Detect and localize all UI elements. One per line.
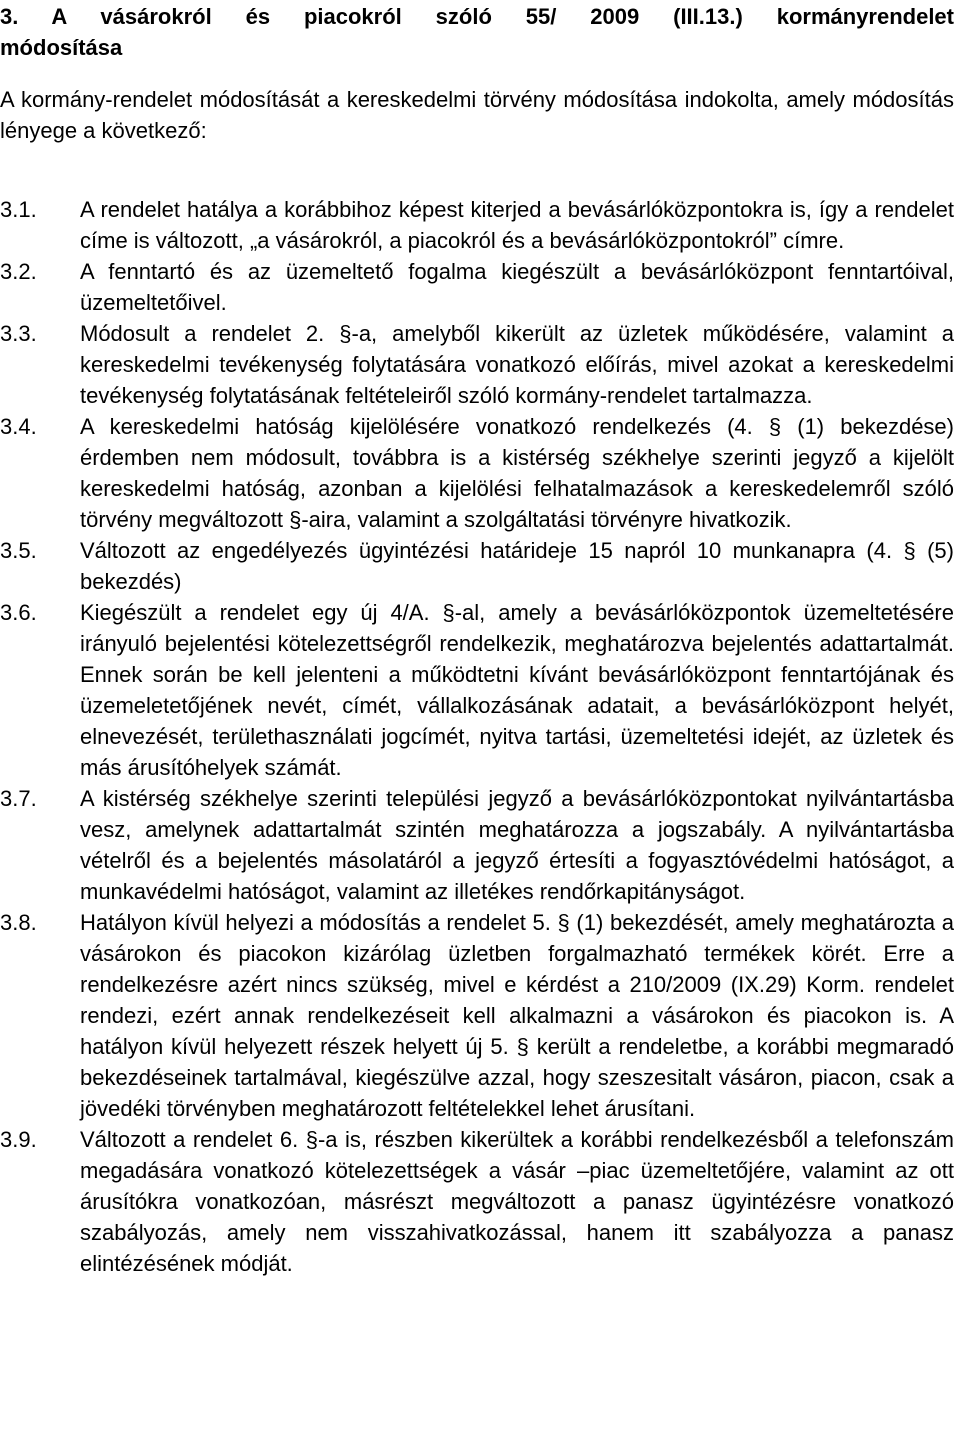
section-title [0,0,954,63]
list-item-number: 3.2. [0,259,37,284]
list-item [0,597,954,783]
list-item-number: 3.7. [0,786,37,811]
list-item-text: A kereskedelmi hatóság kijelölésére vonatkozó rendelkezés (4. § (1) bekezdése) érdemben nem módosult, továbbra is a kistérség székhelye szerinti jegyző a kijelölt kereskedelmi hatóság, azonban a kijelölési felhatalmazások a kereskedelemről szóló törvény megváltozott §-aira, valamint a szolgáltatási törvényre hivatkozik. [80,414,954,532]
section-title-line-1: 3. A vásárokról és piacokról szóló 55/ 2009 (III.13.) kormányrendelet [0,4,954,29]
list-item-text: A fenntartó és az üzemeltető fogalma kiegészült a bevásárlóközpont fenntartóival, üzemeltetőivel. [80,259,954,315]
list-item [0,907,954,1124]
list-item [0,535,954,597]
list-item-number: 3.3. [0,321,37,346]
amendment-list [0,194,954,1279]
list-item [0,783,954,907]
list-item-number: 3.4. [0,414,37,439]
list-item-number: 3.9. [0,1127,37,1152]
list-item [0,256,954,318]
list-item-number: 3.6. [0,600,37,625]
list-item [0,194,954,256]
list-item-number: 3.8. [0,910,37,935]
list-item-text: A rendelet hatálya a korábbihoz képest kiterjed a bevásárlóközpontokra is, így a rendelet címe is változott, „a vásárokról, a piacokról és a bevásárlóközpontokról” címre. [80,197,954,253]
list-item-text: Hatályon kívül helyezi a módosítás a rendelet 5. § (1) bekezdését, amely meghatározta a vásárokon és piacokon kizárólag üzletben forgalmazható termékek körét. Erre a rendelkezésre azért nincs szükség, mivel e kérdést a 210/2009 (IX.29) Korm. rendelet rendezi, ezért annak rendelkezéseit kell alkalmazni a vásárokon és piacokon is. A hatályon kívül helyezett részek helyett új 5. § került a rendeletbe, a korábbi megmaradó bekezdéseinek tartalmával, kiegészülve azzal, hogy szeszesitalt vásáron, piacon, csak a jövedéki törvényben meghatározott feltételekkel lehet árusítani. [80,910,954,1121]
list-item-number: 3.5. [0,538,37,563]
list-item [0,411,954,535]
section-title-line-2: módosítása [0,35,123,60]
list-item [0,318,954,411]
list-item-text: Változott az engedélyezés ügyintézési határideje 15 napról 10 munkanapra (4. § (5) bekezdés) [80,538,954,594]
list-item-number: 3.1. [0,197,37,222]
list-item-text: Kiegészült a rendelet egy új 4/A. §-al, amely a bevásárlóközpontok üzemeltetésére irányuló bejelentési kötelezettségről rendelkezik, meghatározva bejelentés adattartalmát. Ennek során be kell jelenteni a működtetni kívánt bevásárlóközpont fenntartójának és üzemeletetőjének nevét, címét, vállalkozásának adatait, a bevásárlóközpont helyét, elnevezését, területhasználati jogcímét, nyitva tartási, üzemeltetési idejét, az üzletek és más árusítóhelyek számát. [80,600,954,780]
intro-paragraph: A kormány-rendelet módosítását a kereskedelmi törvény módosítása indokolta, amely módosítás lényege a következő: [0,87,954,143]
list-item [0,1124,954,1279]
list-item-text: Változott a rendelet 6. §-a is, részben kikerültek a korábbi rendelkezésből a telefonszám megadására vonatkozó kötelezettségek a vásár –piac üzemeltetőjére, valamint az ott árusítókra vonatkozóan, másrészt megváltozott a panasz ügyintézésre vonatkozó szabályozás, amely nem visszahivatkozással, hanem itt szabályozza a panasz elintézésének módját. [80,1127,954,1276]
list-item-text: A kistérség székhelye szerinti települési jegyző a bevásárlóközpontokat nyilvántartásba vesz, amelynek adattartalmát szintén meghatározza a jogszabály. A nyilvántartásba vételről és a bejelentés másolatáról a jegyző értesíti a fogyasztóvédelmi hatóságot, a munkavédelmi hatóságot, valamint az illetékes rendőrkapitányságot. [80,786,954,904]
list-item-text: Módosult a rendelet 2. §-a, amelyből kikerült az üzletek működésére, valamint a kereskedelmi tevékenység folytatására vonatkozó előírás, mivel azokat a kereskedelmi tevékenység folytatásának feltételeiről szóló kormány-rendelet tartalmazza. [80,321,954,408]
